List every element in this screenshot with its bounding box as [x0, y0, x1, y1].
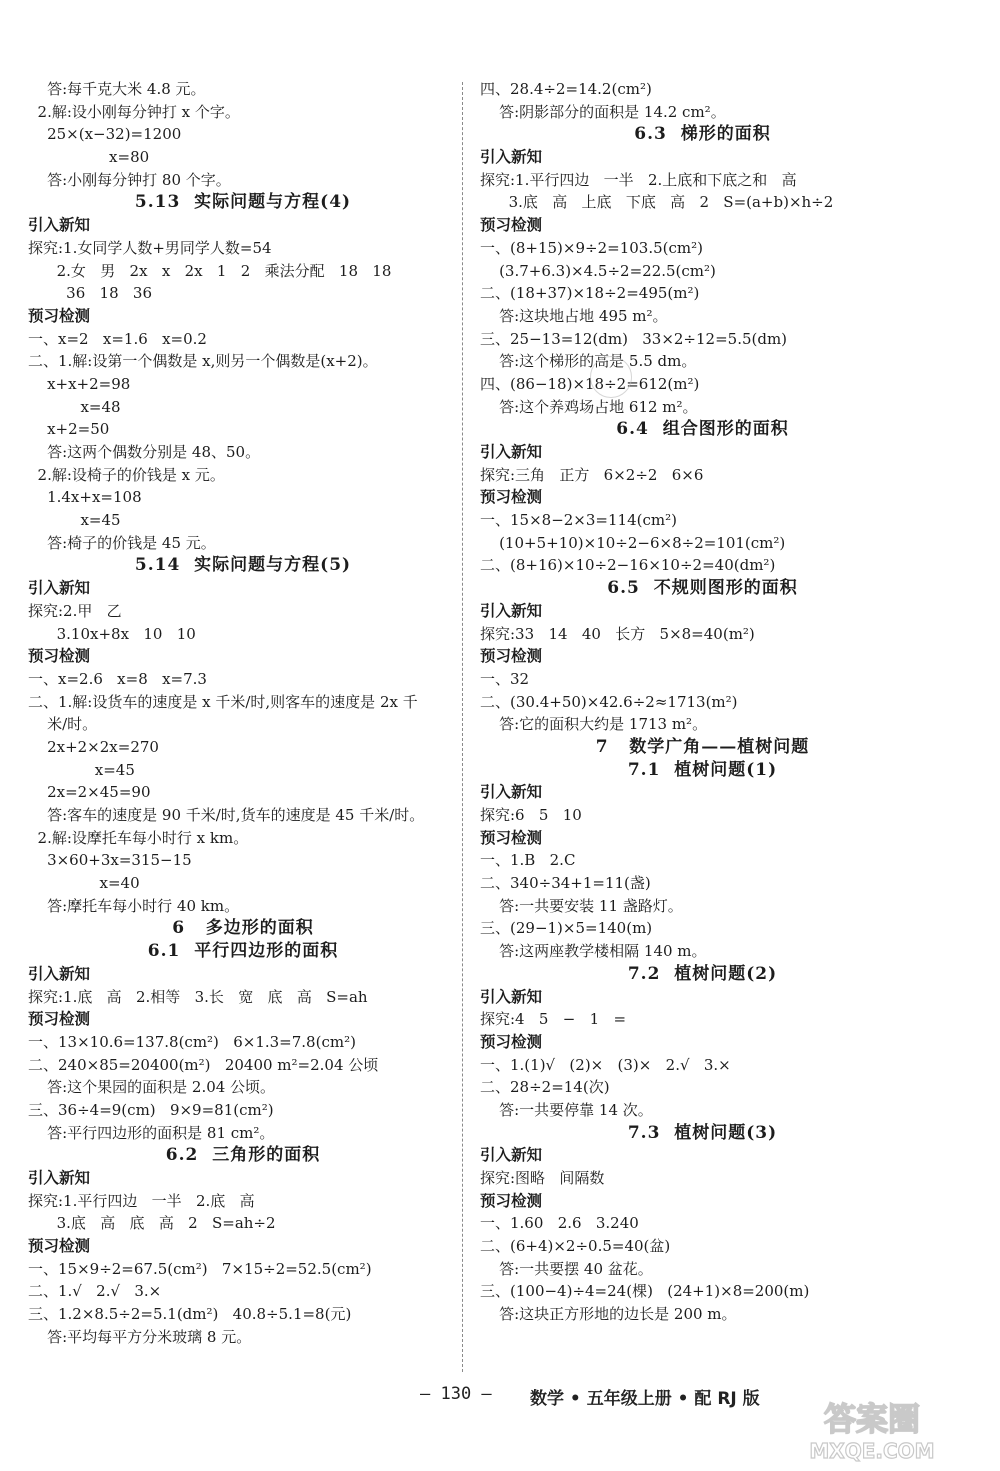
answer-line: 二、340÷34+1=11(盏) — [480, 874, 651, 893]
answer-line: 三、25−13=12(dm) 33×2÷12=5.5(dm) — [480, 329, 788, 348]
answer-line: 三、(100−4)÷4=24(棵) (24+1)×8=200(m) — [480, 1282, 810, 1301]
answer-line: 答:一共要摆 40 盆花。 — [480, 1259, 653, 1278]
answer-line: 2.解:设椅子的价钱是 x 元。 — [28, 465, 225, 484]
answer-line: 二、240×85=20400(m²) 20400 m²=2.04 公顷 — [28, 1055, 379, 1074]
section-title: 6.2 三角形的面积 — [165, 1145, 321, 1166]
section-heading: 预习检测 — [28, 305, 91, 325]
answer-line: 三、1.2×8.5÷2=5.1(dm²) 40.8÷5.1=8(元) — [28, 1305, 352, 1324]
section-heading: 预习检测 — [28, 1236, 91, 1256]
section-title: 6.3 梯形的面积 — [634, 124, 771, 145]
answer-line: 一、x=2.6 x=8 x=7.3 — [28, 669, 207, 688]
section-heading: 引入新知 — [480, 147, 543, 167]
answer-line: 二、(8+16)×10÷2−16×10÷2=40(dm²) — [480, 556, 776, 575]
section-heading: 预习检测 — [480, 487, 543, 507]
answer-line: 2.解:设小刚每分钟打 x 个字。 — [28, 102, 240, 121]
answer-line: 答:小刚每分钟打 80 个字。 — [28, 170, 231, 189]
answer-line: 答:这两座教学楼相隔 140 m。 — [480, 942, 707, 961]
answer-line: 答:这个果园的面积是 2.04 公顷。 — [28, 1078, 276, 1097]
answer-line: 3.10x+8x 10 10 — [28, 624, 196, 643]
page-number: — 130 — — [420, 1384, 492, 1404]
section-heading: 预习检测 — [480, 1031, 543, 1051]
answer-line: 探究:2.甲 乙 — [28, 601, 122, 620]
answer-line: 答:客车的速度是 90 千米/时,货车的速度是 45 千米/时。 — [28, 806, 425, 824]
answer-line: x=48 — [28, 397, 121, 416]
answer-line: 答:平均每平方分米玻璃 8 元。 — [28, 1327, 252, 1346]
answer-line: 25×(x−32)=1200 — [28, 125, 182, 144]
answer-line: 答:这个梯形的高是 5.5 dm。 — [480, 352, 697, 371]
answer-line: 2x+2×2x=270 — [28, 737, 159, 756]
section-title: 5.13 实际问题与方程(4) — [134, 192, 352, 213]
answer-line: 二、(6+4)×2÷0.5=40(盆) — [480, 1237, 671, 1256]
column-divider — [462, 82, 463, 1372]
answer-line: 二、1.√ 2.√ 3.× — [28, 1282, 162, 1301]
watermark-url: MXQE.COM — [809, 1439, 935, 1463]
watermark-logo-text: 答案圈 — [823, 1400, 921, 1438]
answer-line: 二、(18+37)×18÷2=495(m²) — [480, 284, 700, 303]
book-label: 数学 • 五年级上册 • 配 RJ 版 — [530, 1389, 760, 1409]
answer-line: 3.底 高 上底 下底 高 2 S=(a+b)×h÷2 — [480, 193, 834, 212]
answer-line: 答:这两个偶数分别是 48、50。 — [28, 443, 261, 461]
section-heading: 预习检测 — [28, 1009, 91, 1029]
answer-line: 探究:1.平行四边 一半 2.底 高 — [28, 1191, 255, 1210]
answer-line: 2x=2×45=90 — [28, 783, 151, 802]
section-heading: 引入新知 — [480, 1145, 543, 1165]
answer-line: 答:摩托车每小时行 40 km。 — [28, 896, 240, 915]
section-title: 7.1 植树问题(1) — [627, 759, 778, 780]
answer-line: 1.4x+x=108 — [28, 488, 142, 507]
answer-line: 探究:1.女同学人数+男同学人数=54 — [28, 238, 272, 257]
section-heading: 引入新知 — [480, 600, 543, 620]
answer-line: 36 18 36 — [28, 284, 153, 303]
answer-line: 一、x=2 x=1.6 x=0.2 — [28, 329, 207, 348]
answer-line: 四、(86−18)×18÷2=612(m²) — [480, 374, 700, 393]
answer-line: 答:这个养鸡场占地 612 m²。 — [480, 397, 698, 416]
answer-line: 二、1.解:设第一个偶数是 x,则另一个偶数是(x+2)。 — [28, 352, 378, 371]
answer-line: 2.女 男 2x x 2x 1 2 乘法分配 18 18 — [28, 261, 392, 280]
answer-line: 一、1.B 2.C — [480, 851, 576, 870]
answer-line: 一、15×8−2×3=114(cm²) — [480, 511, 677, 530]
section-heading: 引入新知 — [28, 215, 91, 235]
section-heading: 引入新知 — [480, 986, 543, 1006]
answer-line: 答:它的面积大约是 1713 m²。 — [480, 715, 708, 734]
section-title: 7 数学广角——植树问题 — [595, 736, 810, 757]
section-title: 6 多边形的面积 — [172, 918, 314, 939]
answer-line: 一、13×10.6=137.8(cm²) 6×1.3=7.8(cm²) — [28, 1032, 356, 1051]
answer-line: 二、1.解:设货车的速度是 x 千米/时,则客车的速度是 2x 千 — [28, 692, 418, 711]
section-title: 5.14 实际问题与方程(5) — [134, 555, 352, 576]
section-heading: 引入新知 — [28, 963, 91, 983]
watermark-logo — [762, 1396, 982, 1464]
answer-line: 米/时。 — [28, 715, 98, 734]
section-title: 6.5 不规则图形的面积 — [607, 578, 798, 599]
section-heading: 引入新知 — [480, 442, 543, 461]
answer-line: 探究:1.底 高 2.相等 3.长 宽 底 高 S=ah — [28, 987, 368, 1006]
answer-line: 三、36÷4=9(cm) 9×9=81(cm²) — [28, 1100, 274, 1119]
section-heading: 引入新知 — [28, 1168, 91, 1187]
answer-line: 探究:三角 正方 6×2÷2 6×6 — [480, 465, 704, 484]
answer-line: x+2=50 — [28, 420, 110, 439]
left-column — [28, 78, 458, 1349]
answer-line: 答:椅子的价钱是 45 元。 — [28, 533, 216, 552]
section-heading: 预习检测 — [480, 1190, 543, 1210]
answer-line: 3.底 高 底 高 2 S=ah÷2 — [28, 1214, 276, 1233]
answer-line: 二、(30.4+50)×42.6÷2≈1713(m²) — [480, 692, 738, 711]
answer-line: 答:一共要停靠 14 次。 — [480, 1100, 653, 1119]
answer-line: 三、(29−1)×5=140(m) — [480, 919, 653, 938]
section-title: 6.4 组合图形的面积 — [616, 419, 789, 440]
right-column — [480, 78, 925, 1326]
answer-line: 探究:图略 间隔数 — [480, 1169, 605, 1187]
answer-line: 答:一共要安装 11 盏路灯。 — [480, 896, 683, 915]
section-heading: 引入新知 — [480, 782, 543, 802]
section-title: 7.2 植树问题(2) — [627, 963, 778, 984]
answer-line: 探究:1.平行四边 一半 2.上底和下底之和 高 — [480, 170, 797, 189]
answer-line: (3.7+6.3)×4.5÷2=22.5(cm²) — [480, 261, 716, 280]
answer-line: 一、(8+15)×9÷2=103.5(cm²) — [480, 238, 703, 257]
section-heading: 预习检测 — [480, 215, 543, 235]
answer-line: x=40 — [28, 874, 140, 893]
answer-line: 探究:33 14 40 长方 5×8=40(m²) — [480, 624, 755, 643]
section-heading: 预习检测 — [480, 827, 543, 847]
answer-line: 答:这块地占地 495 m²。 — [480, 306, 668, 325]
answer-line: 一、32 — [480, 669, 530, 688]
answer-line: 一、1.60 2.6 3.240 — [480, 1214, 639, 1233]
answer-line: 答:平行四边形的面积是 81 cm²。 — [28, 1123, 275, 1142]
answer-line: 探究:6 5 10 — [480, 806, 582, 824]
answer-line: 一、15×9÷2=67.5(cm²) 7×15÷2=52.5(cm²) — [28, 1259, 372, 1278]
section-title: 7.3 植树问题(3) — [627, 1122, 778, 1143]
answer-line: 答:每千克大米 4.8 元。 — [28, 80, 206, 98]
answer-line: 2.解:设摩托车每小时行 x km。 — [28, 828, 249, 847]
answer-line: 一、1.(1)√ (2)× (3)× 2.√ 3.× — [480, 1055, 731, 1074]
answer-line: x=45 — [28, 511, 121, 530]
answer-line: 二、28÷2=14(次) — [480, 1078, 610, 1097]
faint-stamp — [590, 356, 632, 398]
answer-line: 探究:4 5 − 1 = — [480, 1010, 627, 1029]
answer-line: (10+5+10)×10÷2−6×8÷2=101(cm²) — [480, 533, 786, 552]
answer-line: x=45 — [28, 760, 135, 779]
section-heading: 预习检测 — [28, 646, 91, 666]
answer-line: 答:这块正方形地的边长是 200 m。 — [480, 1305, 737, 1324]
section-heading: 预习检测 — [480, 646, 543, 666]
answer-line: x+x+2=98 — [28, 374, 131, 393]
section-heading: 引入新知 — [28, 578, 91, 598]
answer-line: 四、28.4÷2=14.2(cm²) — [480, 80, 652, 98]
answer-line: 3×60+3x=315−15 — [28, 851, 192, 870]
answer-line: x=80 — [28, 148, 150, 167]
answer-line: 答:阴影部分的面积是 14.2 cm²。 — [480, 102, 726, 121]
section-title: 6.1 平行四边形的面积 — [147, 941, 339, 962]
